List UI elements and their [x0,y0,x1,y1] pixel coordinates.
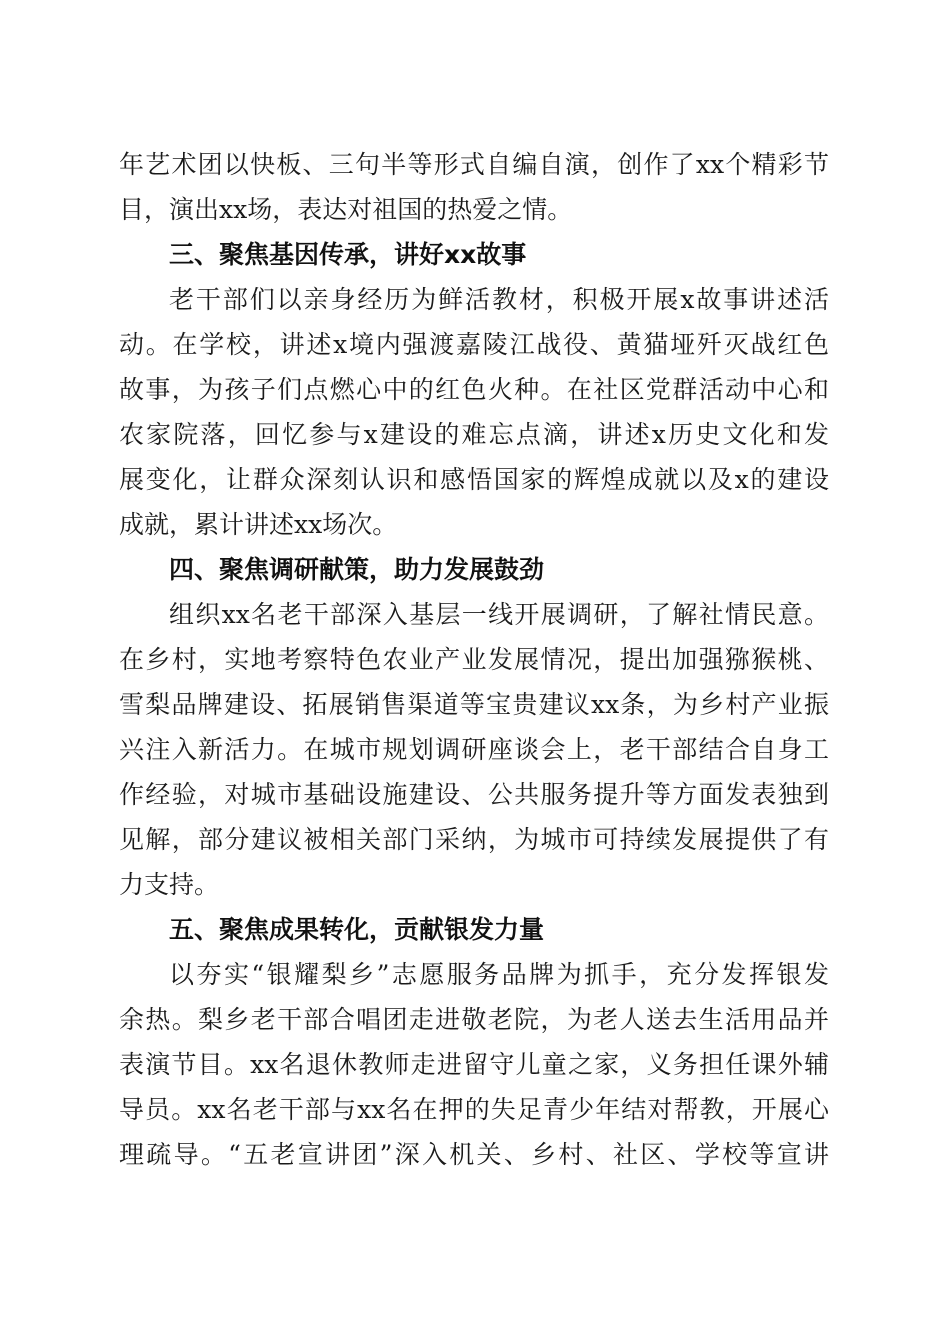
section-heading-4: 四、聚焦调研献策，助力发展鼓劲 [169,555,545,584]
body-text-line: 导员。xx名老干部与xx名在押的失足青少年结对帮教，开展心 [119,1095,829,1124]
body-text-line: 动。在学校，讲述x境内强渡嘉陵江战役、黄猫垭歼灭战红色 [119,330,829,359]
body-text-line: 老干部们以亲身经历为鲜活教材，积极开展x故事讲述活 [169,285,829,314]
body-text-line: 理疏导。“五老宣讲团”深入机关、乡村、社区、学校等宣讲 [119,1140,829,1169]
body-text-line: 成就，累计讲述xx场次。 [119,510,398,539]
body-text-line: 力支持。 [119,870,220,899]
body-text-line: 作经验，对城市基础设施建设、公共服务提升等方面发表独到 [119,780,829,809]
body-text-line: 年艺术团以快板、三句半等形式自编自演，创作了xx个精彩节 [119,150,829,179]
body-text-line: 展变化，让群众深刻认识和感悟国家的辉煌成就以及x的建设 [119,465,829,494]
body-text-line: 以夯实“银耀梨乡”志愿服务品牌为抓手，充分发挥银发 [169,960,829,989]
body-text-line: 见解，部分建议被相关部门采纳，为城市可持续发展提供了有 [119,825,829,854]
body-text-line: 故事，为孩子们点燃心中的红色火种。在社区党群活动中心和 [119,375,829,404]
section-heading-5: 五、聚焦成果转化，贡献银发力量 [169,915,545,944]
body-text-line: 农家院落，回忆参与x建设的难忘点滴，讲述x历史文化和发 [119,420,829,449]
body-text-line: 雪梨品牌建设、拓展销售渠道等宝贵建议xx条，为乡村产业振 [119,690,829,719]
section-heading-3: 三、聚焦基因传承，讲好xx故事 [169,240,527,269]
body-text-line: 余热。梨乡老干部合唱团走进敬老院，为老人送去生活用品并 [119,1005,829,1034]
body-text-line: 组织xx名老干部深入基层一线开展调研，了解社情民意。 [169,600,829,629]
body-text-line: 在乡村，实地考察特色农业产业发展情况，提出加强猕猴桃、 [119,645,829,674]
body-text-line: 目，演出xx场，表达对祖国的热爱之情。 [119,195,573,224]
body-text-line: 兴注入新活力。在城市规划调研座谈会上，老干部结合自身工 [119,735,829,764]
body-text-line: 表演节目。xx名退休教师走进留守儿童之家，义务担任课外辅 [119,1050,829,1079]
